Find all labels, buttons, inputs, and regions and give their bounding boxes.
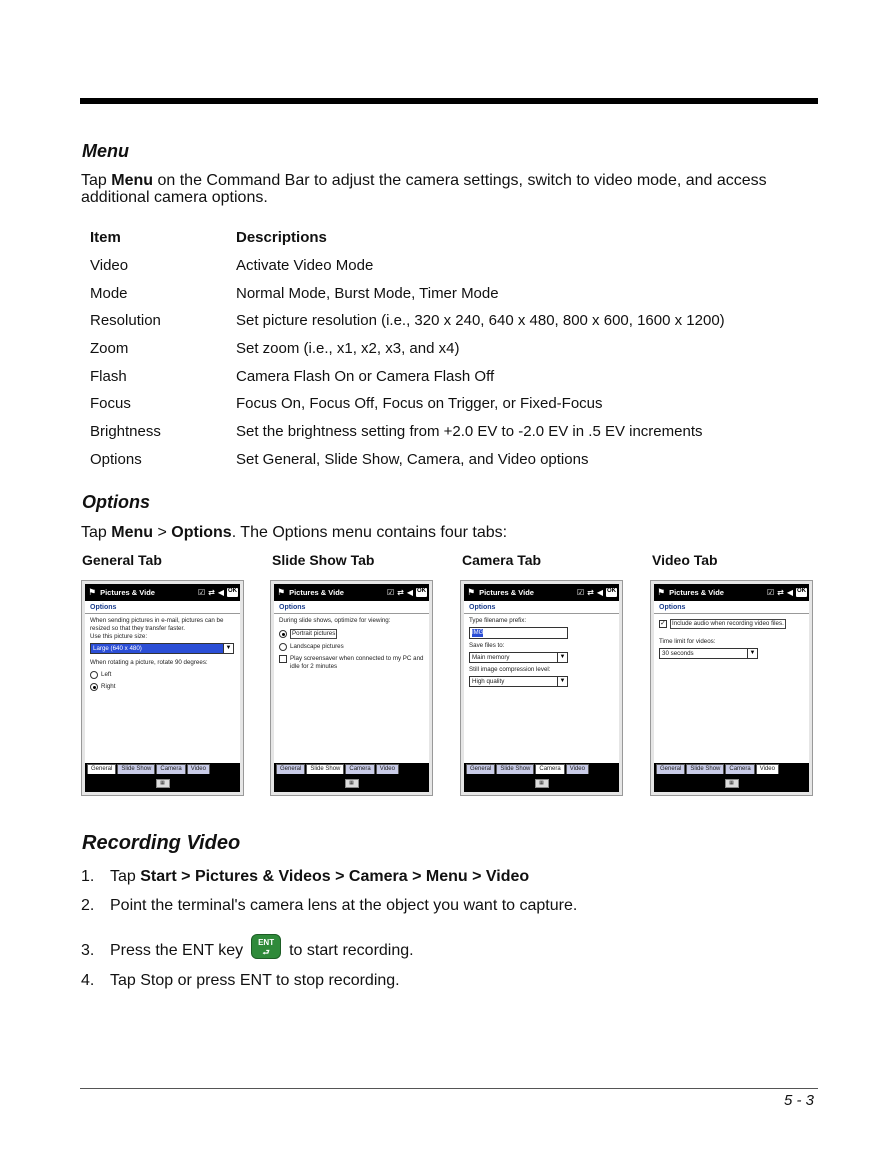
list-item: 1. Tap Start > Pictures & Videos > Camera > Menu > Video xyxy=(81,868,530,885)
window-title: Pictures & Vide xyxy=(479,588,534,597)
volume-icon: ◀ xyxy=(786,588,793,597)
chevron-down-icon: ▼ xyxy=(557,653,567,662)
table-cell: Options xyxy=(90,450,142,468)
chevron-down-icon: ▼ xyxy=(557,677,567,686)
sync-icon: ⇄ xyxy=(777,588,784,597)
save-label: Save files to: xyxy=(469,642,505,649)
tab-slideshow: Slide Show xyxy=(117,764,155,774)
windows-flag-icon: ⚑ xyxy=(277,587,286,597)
prefix-label: Type filename prefix: xyxy=(469,617,527,624)
table-cell: Set zoom (i.e., x1, x2, x3, and x4) xyxy=(236,340,460,358)
table-row xyxy=(82,390,733,418)
table-cell: Camera Flash On or Camera Flash Off xyxy=(236,367,495,385)
landscape-label: Landscape pictures xyxy=(290,643,344,650)
ok-button: OK xyxy=(227,588,238,597)
sync-icon: ⇄ xyxy=(587,588,594,597)
list-item: 3. Press the ENT key ENT ⮐ to start recording. xyxy=(81,942,577,972)
ok-button: OK xyxy=(416,588,427,597)
table-cell: Focus On, Focus Off, Focus on Trigger, or Fixed-Focus xyxy=(236,395,603,413)
tab-video: Video xyxy=(187,764,210,774)
menu-intro: Tap Menu on the Command Bar to adjust the camera settings, switch to video mode, and access additional camera options. xyxy=(81,172,767,206)
keyboard-icon: ▦ xyxy=(156,779,170,788)
edit-icon: ☑ xyxy=(197,588,206,597)
tab-video: Video xyxy=(566,764,589,774)
options-title: Options xyxy=(274,601,429,614)
volume-icon: ◀ xyxy=(406,588,413,597)
edit-icon: ☑ xyxy=(386,588,395,597)
table-header-descriptions: Descriptions xyxy=(236,229,327,247)
table-cell: Set picture resolution (i.e., 320 x 240, 640 x 480, 800 x 600, 1600 x 1200) xyxy=(236,312,725,330)
table-row xyxy=(82,446,733,474)
device-titlebar xyxy=(274,584,429,601)
menu-items-table xyxy=(82,224,733,473)
time-limit-label: Time limit for videos: xyxy=(659,638,716,645)
portrait-label: Portrait pictures xyxy=(292,630,336,637)
list-item: 2. Point the terminal's camera lens at the object you want to capture. xyxy=(81,897,578,914)
tab-general: General xyxy=(466,764,495,774)
save-location-select: Main memory ▼ xyxy=(469,652,568,663)
sync-icon: ⇄ xyxy=(208,588,215,597)
resize-text: When sending pictures in e-mail, pictures can be resized so that they transfer faster. xyxy=(90,617,224,632)
top-rule xyxy=(80,98,818,104)
table-cell: Set General, Slide Show, Camera, and Video options xyxy=(236,450,589,468)
tab-camera: Camera xyxy=(156,764,185,774)
picture-size-select: Large (640 x 480) ▼ xyxy=(90,643,234,654)
tab-slideshow: Slide Show xyxy=(686,764,724,774)
ok-button: OK xyxy=(606,588,617,597)
slideshow-tab-screenshot xyxy=(270,580,433,796)
table-cell: Zoom xyxy=(90,340,129,358)
device-titlebar xyxy=(654,584,809,601)
size-label: Use this picture size: xyxy=(90,633,148,640)
edit-icon: ☑ xyxy=(576,588,585,597)
camera-tab-screenshot xyxy=(460,580,623,796)
chevron-down-icon: ▼ xyxy=(223,644,233,653)
options-heading: Options xyxy=(82,492,150,512)
tab-slideshow: Slide Show xyxy=(496,764,534,774)
right-radio xyxy=(90,683,98,691)
device-titlebar xyxy=(85,584,240,601)
table-cell: Focus xyxy=(90,395,131,413)
table-cell: Brightness xyxy=(90,423,161,441)
ent-key-icon: ENT ⮐ xyxy=(251,934,281,959)
tab-general: General xyxy=(87,764,116,774)
keyboard-icon: ▦ xyxy=(725,779,739,788)
landscape-radio xyxy=(279,643,287,651)
keyboard-icon: ▦ xyxy=(345,779,359,788)
compression-label: Still image compression level: xyxy=(469,666,551,673)
device-tabbar xyxy=(464,763,619,774)
audio-checkbox: ✓ xyxy=(660,620,666,627)
prefix-input: IMG xyxy=(469,627,568,639)
tab-video: Video xyxy=(376,764,399,774)
table-row xyxy=(82,418,733,446)
options-title: Options xyxy=(654,601,809,614)
table-row xyxy=(82,362,733,390)
recording-video-heading: Recording Video xyxy=(82,832,241,854)
window-title: Pictures & Vide xyxy=(100,588,155,597)
left-label: Left xyxy=(101,671,112,678)
chevron-down-icon: ▼ xyxy=(747,649,757,658)
table-row xyxy=(82,252,733,280)
options-intro: Tap Menu > Options. The Options menu contains four tabs: xyxy=(81,524,508,541)
table-cell: Mode xyxy=(90,284,128,302)
window-title: Pictures & Vide xyxy=(289,588,344,597)
slideshow-tab-title: Slide Show Tab xyxy=(272,552,375,568)
ok-button: OK xyxy=(796,588,807,597)
recording-steps xyxy=(81,868,577,990)
tab-general: General xyxy=(276,764,305,774)
video-tab-screenshot xyxy=(650,580,813,796)
left-radio xyxy=(90,671,98,679)
portrait-radio xyxy=(279,630,287,638)
tab-video: Video xyxy=(756,764,779,774)
table-cell: Video xyxy=(90,257,129,275)
optimize-label: During slide shows, optimize for viewing: xyxy=(279,617,391,624)
audio-label: Include audio when recording video files. xyxy=(672,620,784,627)
general-tab-screenshot xyxy=(81,580,244,796)
tab-camera: Camera xyxy=(345,764,374,774)
keyboard-icon: ▦ xyxy=(535,779,549,788)
table-header-row xyxy=(82,224,733,252)
tab-general: General xyxy=(656,764,685,774)
video-tab-title: Video Tab xyxy=(652,552,718,568)
device-tabbar xyxy=(274,763,429,774)
sync-icon: ⇄ xyxy=(397,588,404,597)
device-tabbar xyxy=(85,763,240,774)
window-title: Pictures & Vide xyxy=(669,588,724,597)
time-limit-select: 30 seconds ▼ xyxy=(659,648,758,659)
menu-heading: Menu xyxy=(82,141,129,161)
table-header-item: Item xyxy=(90,229,121,247)
options-title: Options xyxy=(85,601,240,614)
list-item: 4. Tap Stop or press ENT to stop recording. xyxy=(81,972,400,989)
table-cell: Normal Mode, Burst Mode, Timer Mode xyxy=(236,284,499,302)
device-titlebar xyxy=(464,584,619,601)
table-row xyxy=(82,307,733,335)
table-row xyxy=(82,335,733,363)
table-row xyxy=(82,279,733,307)
device-tabbar xyxy=(654,763,809,774)
table-cell: Flash xyxy=(90,367,127,385)
right-label: Right xyxy=(101,683,116,690)
table-cell: Resolution xyxy=(90,312,161,330)
table-cell: Activate Video Mode xyxy=(236,257,374,275)
table-cell: Set the brightness setting from +2.0 EV to -2.0 EV in .5 EV increments xyxy=(236,423,703,441)
tab-camera: Camera xyxy=(535,764,564,774)
camera-tab-title: Camera Tab xyxy=(462,552,542,568)
rotate-label: When rotating a picture, rotate 90 degrees: xyxy=(90,659,208,666)
compression-select: High quality ▼ xyxy=(469,676,568,687)
volume-icon: ◀ xyxy=(217,588,224,597)
edit-icon: ☑ xyxy=(766,588,775,597)
screensaver-checkbox xyxy=(279,655,287,663)
windows-flag-icon: ⚑ xyxy=(467,587,476,597)
volume-icon: ◀ xyxy=(596,588,603,597)
tab-camera: Camera xyxy=(725,764,754,774)
page-number: 5 - 3 xyxy=(783,1092,814,1109)
windows-flag-icon: ⚑ xyxy=(88,587,97,597)
general-tab-title: General Tab xyxy=(82,552,162,568)
bottom-rule xyxy=(80,1088,818,1089)
screensaver-label: Play screensaver when connected to my PC and idle for 2 minutes xyxy=(290,655,424,670)
tab-slideshow: Slide Show xyxy=(306,764,344,774)
options-title: Options xyxy=(464,601,619,614)
windows-flag-icon: ⚑ xyxy=(657,587,666,597)
